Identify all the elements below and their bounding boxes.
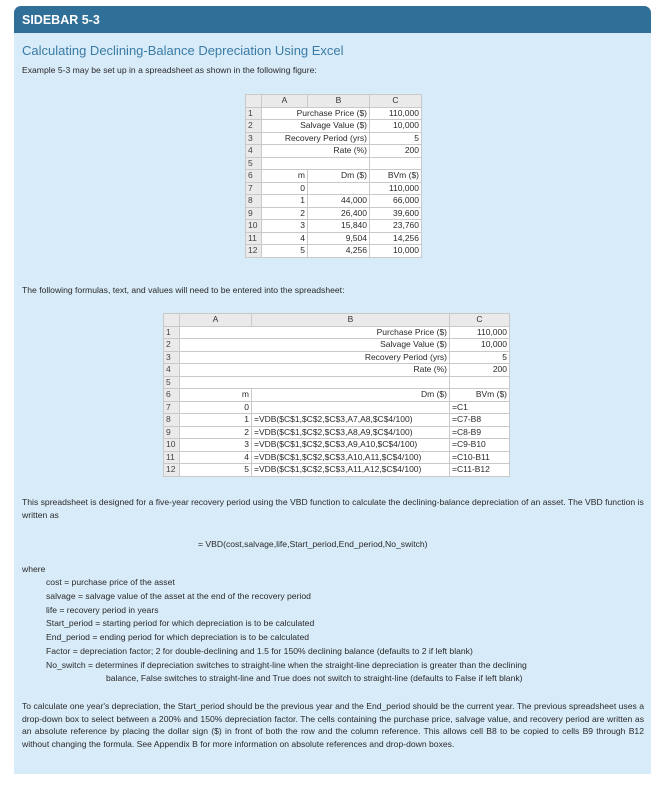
cell-m: 5 bbox=[262, 245, 308, 258]
cell-dm: 15,840 bbox=[308, 220, 370, 233]
cell-m: 3 bbox=[262, 220, 308, 233]
table-row bbox=[246, 182, 422, 195]
header-bvm: BVm ($) bbox=[370, 170, 422, 183]
param-value: 110,000 bbox=[450, 326, 510, 339]
param-value: 5 bbox=[450, 351, 510, 364]
definition-item: cost = purchase price of the asset bbox=[46, 577, 175, 587]
row-number: 9 bbox=[246, 207, 262, 220]
row-number: 3 bbox=[246, 132, 262, 145]
param-value: 5 bbox=[370, 132, 422, 145]
cell-dm: =VDB($C$1,$C$2,$C$3,A9,A10,$C$4/100) bbox=[252, 439, 450, 452]
row-number: 1 bbox=[164, 326, 180, 339]
row-number: 2 bbox=[246, 120, 262, 133]
corner-cell bbox=[164, 314, 180, 327]
header-m: m bbox=[180, 389, 252, 402]
cell-bvm: 39,600 bbox=[370, 207, 422, 220]
param-value: 200 bbox=[370, 145, 422, 158]
cell-bvm: 10,000 bbox=[370, 245, 422, 258]
cell-dm: =VDB($C$1,$C$2,$C$3,A10,A11,$C$4/100) bbox=[252, 451, 450, 464]
row-number: 6 bbox=[164, 389, 180, 402]
param-row bbox=[164, 326, 510, 339]
cell-m: 1 bbox=[262, 195, 308, 208]
param-row bbox=[246, 145, 422, 158]
cell-dm: =VDB($C$1,$C$2,$C$3,A8,A9,$C$4/100) bbox=[252, 426, 450, 439]
row-number: 6 bbox=[246, 170, 262, 183]
vbd-description: This spreadsheet is designed for a five-year recovery period using the VBD function to calculate the declining-balance depreciation of an asset. The VBD function is written as bbox=[22, 497, 644, 520]
header-m: m bbox=[262, 170, 308, 183]
cell-dm bbox=[252, 401, 450, 414]
row-number: 11 bbox=[164, 451, 180, 464]
cell-m: 1 bbox=[180, 414, 252, 427]
cell-bvm: 14,256 bbox=[370, 232, 422, 245]
cell-bvm: =C10-B11 bbox=[450, 451, 510, 464]
row-number: 4 bbox=[246, 145, 262, 158]
definition-item: salvage = salvage value of the asset at the end of the recovery period bbox=[46, 590, 311, 601]
column-header: A bbox=[180, 314, 252, 327]
cell-dm: 44,000 bbox=[308, 195, 370, 208]
spreadsheet-values bbox=[245, 94, 422, 258]
intro-text: Example 5-3 may be set up in a spreadsheet as shown in the following figure: bbox=[22, 65, 317, 75]
param-label: Salvage Value ($) bbox=[180, 339, 450, 352]
cell-bvm: 23,760 bbox=[370, 220, 422, 233]
row-number: 5 bbox=[164, 376, 180, 389]
param-row bbox=[164, 364, 510, 377]
cell-dm: 4,256 bbox=[308, 245, 370, 258]
param-label: Salvage Value ($) bbox=[262, 120, 370, 133]
corner-cell bbox=[246, 95, 262, 108]
sidebar-header: SIDEBAR 5-3 bbox=[14, 6, 651, 33]
param-label: Recovery Period (yrs) bbox=[262, 132, 370, 145]
cell-bvm: =C7-B8 bbox=[450, 414, 510, 427]
row-number: 3 bbox=[164, 351, 180, 364]
row-number: 7 bbox=[164, 401, 180, 414]
spreadsheet-formulas bbox=[163, 313, 510, 477]
param-label bbox=[262, 157, 370, 170]
param-value bbox=[370, 157, 422, 170]
table-row bbox=[164, 414, 510, 427]
cell-dm: 26,400 bbox=[308, 207, 370, 220]
row-number: 8 bbox=[164, 414, 180, 427]
row-number: 10 bbox=[246, 220, 262, 233]
table-header-row bbox=[164, 389, 510, 402]
param-row bbox=[246, 132, 422, 145]
sidebar-title: Calculating Declining-Balance Depreciation Using Excel bbox=[22, 43, 344, 58]
definition-item: End_period = ending period for which depreciation is to be calculated bbox=[46, 632, 309, 643]
table-row bbox=[164, 464, 510, 477]
param-value: 10,000 bbox=[450, 339, 510, 352]
row-number: 4 bbox=[164, 364, 180, 377]
row-number: 5 bbox=[246, 157, 262, 170]
row-number: 10 bbox=[164, 439, 180, 452]
cell-bvm: =C11-B12 bbox=[450, 464, 510, 477]
param-value: 200 bbox=[450, 364, 510, 377]
param-row bbox=[246, 157, 422, 170]
cell-m: 2 bbox=[262, 207, 308, 220]
column-header-row bbox=[246, 95, 422, 108]
column-header: B bbox=[308, 95, 370, 108]
definition-no-switch: No_switch = determines if depreciation switches to straight-line when the straight-line depreciation is greater than the declining bbox=[46, 660, 527, 670]
table-row bbox=[164, 451, 510, 464]
param-row bbox=[246, 120, 422, 133]
header-bvm: BVm ($) bbox=[450, 389, 510, 402]
column-header: B bbox=[252, 314, 450, 327]
closing-paragraph: To calculate one year's depreciation, the Start_period should be the previous year and the End_period should be the current year. The previous spreadsheet uses a drop-down box to select between a 200% and 150% depreciation factor. The cells containing the purchase price, salvage value, and recovery period are written as an absolute reference by placing the dollar sign ($) in front of both the row and the column reference. This allows cell B8 to be copied to cells B9 through B12 without changing the formula. See Appendix B for more information on absolute references and drop-down boxes. bbox=[22, 701, 644, 749]
param-row bbox=[164, 339, 510, 352]
column-header: C bbox=[370, 95, 422, 108]
where-label: where bbox=[22, 564, 46, 574]
row-number: 9 bbox=[164, 426, 180, 439]
table-row bbox=[246, 220, 422, 233]
param-row bbox=[246, 107, 422, 120]
formulas-intro-text: The following formulas, text, and values will need to be entered into the spreadsheet: bbox=[22, 285, 345, 295]
column-header: C bbox=[450, 314, 510, 327]
definition-item: Factor = depreciation factor; 2 for double-declining and 1.5 for 150% declining balance (defaults to 2 if left blank) bbox=[46, 646, 473, 656]
cell-bvm: 66,000 bbox=[370, 195, 422, 208]
cell-m: 0 bbox=[180, 401, 252, 414]
row-number: 12 bbox=[164, 464, 180, 477]
param-row bbox=[164, 351, 510, 364]
table-row bbox=[246, 207, 422, 220]
cell-m: 2 bbox=[180, 426, 252, 439]
cell-bvm: 110,000 bbox=[370, 182, 422, 195]
cell-dm bbox=[308, 182, 370, 195]
cell-bvm: =C9-B10 bbox=[450, 439, 510, 452]
cell-m: 4 bbox=[262, 232, 308, 245]
header-dm: Dm ($) bbox=[252, 389, 450, 402]
row-number: 2 bbox=[164, 339, 180, 352]
definition-item: life = recovery period in years bbox=[46, 604, 159, 615]
cell-bvm: =C1 bbox=[450, 401, 510, 414]
vbd-formula: = VBD(cost,salvage,life,Start_period,End_period,No_switch) bbox=[198, 539, 428, 549]
table-header-row bbox=[246, 170, 422, 183]
cell-m: 3 bbox=[180, 439, 252, 452]
param-row bbox=[164, 376, 510, 389]
param-label bbox=[180, 376, 450, 389]
param-label: Rate (%) bbox=[262, 145, 370, 158]
table-row bbox=[246, 195, 422, 208]
cell-dm: 9,504 bbox=[308, 232, 370, 245]
sidebar-box bbox=[14, 6, 651, 774]
cell-bvm: =C8-B9 bbox=[450, 426, 510, 439]
table-row bbox=[164, 439, 510, 452]
header-dm: Dm ($) bbox=[308, 170, 370, 183]
column-header: A bbox=[262, 95, 308, 108]
param-label: Recovery Period (yrs) bbox=[180, 351, 450, 364]
table-row bbox=[164, 426, 510, 439]
param-value bbox=[450, 376, 510, 389]
param-value: 110,000 bbox=[370, 107, 422, 120]
row-number: 7 bbox=[246, 182, 262, 195]
definition-no-switch-cont: balance, False switches to straight-line and True does not switch to straight-line (defaults to False if left blank) bbox=[106, 673, 523, 683]
row-number: 11 bbox=[246, 232, 262, 245]
param-label: Rate (%) bbox=[180, 364, 450, 377]
table-row bbox=[246, 232, 422, 245]
cell-m: 5 bbox=[180, 464, 252, 477]
row-number: 1 bbox=[246, 107, 262, 120]
cell-dm: =VDB($C$1,$C$2,$C$3,A7,A8,$C$4/100) bbox=[252, 414, 450, 427]
row-number: 8 bbox=[246, 195, 262, 208]
table-row bbox=[164, 401, 510, 414]
param-value: 10,000 bbox=[370, 120, 422, 133]
row-number: 12 bbox=[246, 245, 262, 258]
param-label: Purchase Price ($) bbox=[180, 326, 450, 339]
table-row bbox=[246, 245, 422, 258]
column-header-row bbox=[164, 314, 510, 327]
cell-m: 4 bbox=[180, 451, 252, 464]
definition-item: Start_period = starting period for which depreciation is to be calculated bbox=[46, 618, 315, 629]
cell-dm: =VDB($C$1,$C$2,$C$3,A11,A12,$C$4/100) bbox=[252, 464, 450, 477]
cell-m: 0 bbox=[262, 182, 308, 195]
param-label: Purchase Price ($) bbox=[262, 107, 370, 120]
